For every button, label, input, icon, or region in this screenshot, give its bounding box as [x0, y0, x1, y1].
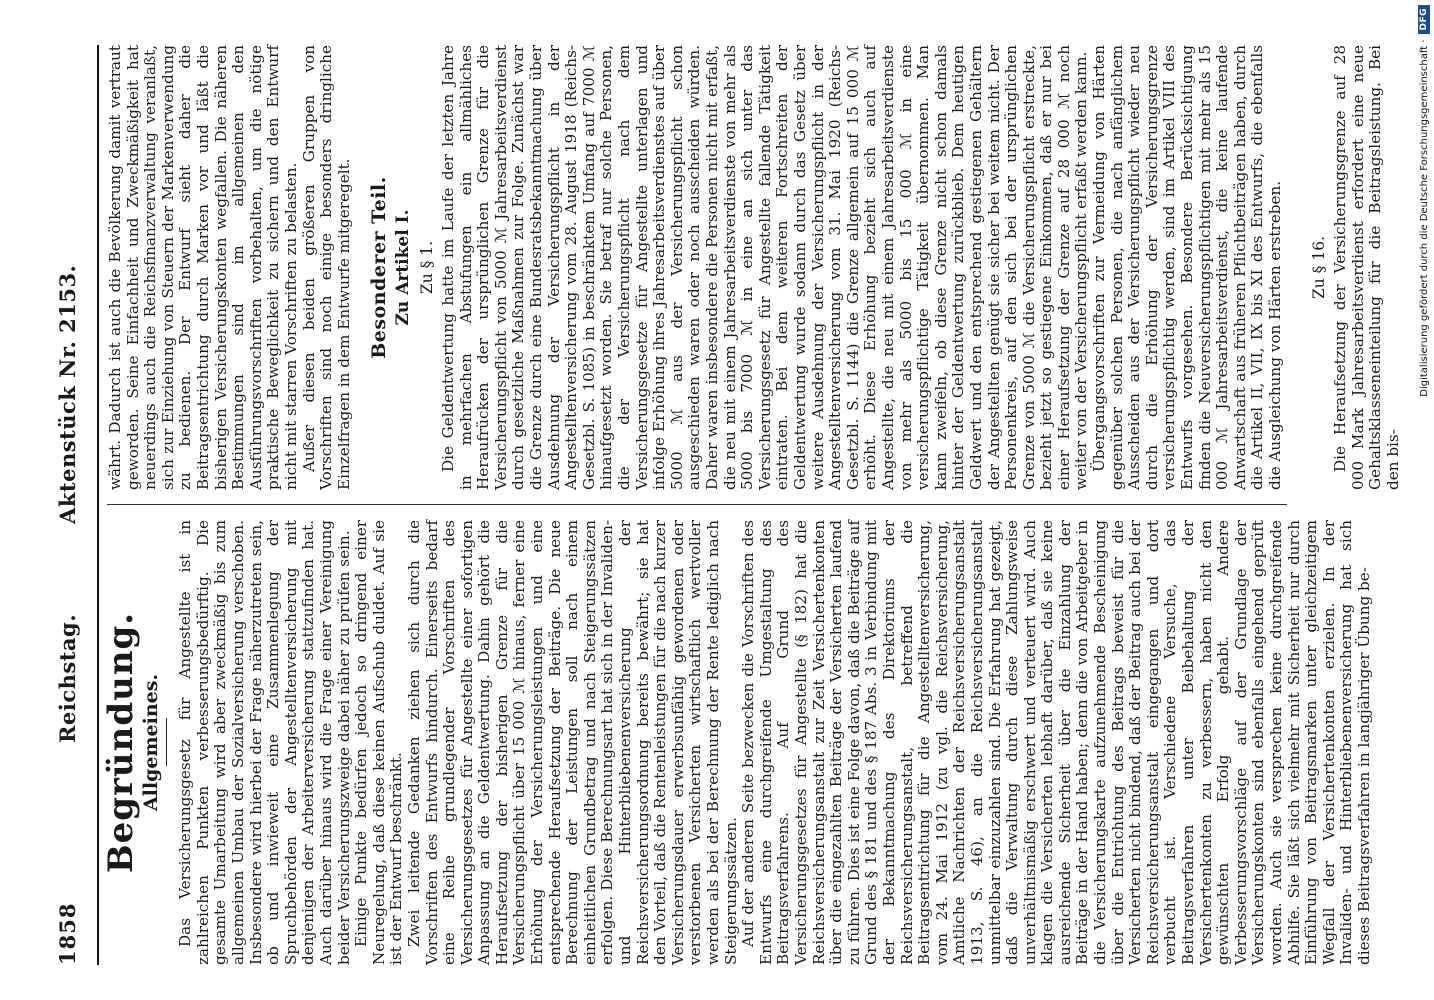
section-divider — [166, 719, 167, 767]
paragraph-reference: Zu § 16. — [1309, 236, 1328, 300]
right-column — [106, 45, 1402, 490]
paragraph: Zwei leitende Gedanken ziehen sich durch die Vorschriften des Entwurfs hindurch. Einerseits bedarf eine Reihe grundlegender Vorschriften des Versicherungsgesetzes für Angestellte einer sofortigen Anpassung an die Geldentwertung. Dahin gehört die Heraufsetzung der bisherigen Grenze für die Versicherungspflicht über 15 000 ℳ hinaus, ferner eine Erhöhung der Versicherungsleistungen und eine entsprechende Heraufsetzung der Beiträge. Die neue Berechnung der Leistungen soll nach einem einheitlichen Grundbetrag und nach Steigerungssätzen erfolgen. Diese Berechnungsart hat sich in der Invaliden- und Hinterbliebenenversicherung der Reichsversicherungsordnung bereits bewährt; sie hat den Vorteil, daß die Rentenleistungen für die nach kurzer Versicherungsdauer erwerbsunfähig gewordenen oder verstorbenen Versicherten wirtschaftlich wertvoller werden als bei der Berechnung der Rente lediglich nach Steigerungssätzen. — [404, 520, 740, 965]
page-header — [55, 45, 95, 965]
paragraph: Die Heraufsetzung der Versicherungsgrenze auf 28 000 Mark Jahresarbeitsverdienst erfordert eine neue Gehaltsklasseneinteilung für die Beitragsleistung. Bei den bis- — [1331, 45, 1402, 490]
publication-title: Reichstag. — [55, 613, 80, 743]
section-heading-general: Allgemeines. — [139, 673, 162, 812]
dfg-logo: DFG — [1418, 5, 1430, 34]
column-divider — [107, 504, 1287, 505]
document-number: Aktenstück Nr. 2153. — [55, 264, 80, 524]
paragraph: Übergangsvorschriften zur Vermeidung von Härten gegenüber solchen Personen, die nach anfänglichem Ausscheiden aus der Versicherungspflicht wieder neu durch die Erhöhung der Versicherungsgrenze versicherungspflichtig werden, sind im Artikel VIII des Entwurfs vorgesehen. Besondere Berücksichtigung finden die Neuversicherungspflichtigen mit mehr als 15 000 ℳ Jahresarbeitsverdienst, die keine laufende Anwartschaft aus früheren Pflichtbeiträgen haben, durch die Artikel II, VII, IX bis XI des Entwurfs, die ebenfalls die Ausgleichung von Härten erstreben. — [1090, 45, 1284, 490]
paragraph-reference: Zu § 1. — [417, 240, 436, 295]
paragraph: Auf der anderen Seite bezwecken die Vorschriften des Entwurfs eine durchgreifende Umgestaltung des Beitragsverfahrens. Auf Grund des Versicherungsgesetzes für Angestellte (§ 182) hat die Reichsversicherungsanstalt zur Zeit Versichertenkonten über die eingezahlten Beiträge der Versicherten laufend zu führen. Dies ist eine Folge davon, daß die Beiträge auf Grund des § 181 und des § 187 Abs. 3 in Verbindung mit der Bekanntmachung des Direktoriums der Reichsversicherungsanstalt, betreffend die Beitragsentrichtung für die Angestelltenversicherung, vom 24. Mai 1912 (zu vgl. die Reichsversicherung, Amtliche Nachrichten der Reichsversicherungsanstalt 1913, S. 46), an die Reichsversicherungsanstalt unmittelbar einzuzahlen sind. Die Erfahrung hat gezeigt, daß die Verwaltung durch diese Zahlungsweise unverhältnismäßig erschwert und verteuert wird. Auch klagen die Versicherten lebhaft darüber, daß sie keine ausreichende Sicherheit über die Einzahlung der Beiträge in der Hand haben; denn die von Arbeitgeber in die Versicherungskarte aufzunehmende Bescheinigung über die Entrichtung des Beitrags beweist für die Versicherten nicht bindend, daß der Beitrag auch bei der Reichsversicherungsanstalt eingegangen und dort verbucht ist. Verschiedene Versuche, das Beitragsverfahren unter Beibehaltung der Versichertenkonten zu verbessern, haben nicht den gewünschten Erfolg gehabt. Andere Verbesserungsvorschläge auf der Grundlage der Versicherungskonten sind ebenfalls eingehend geprüft worden. Auch sie versprechen keine durchgreifende Abhilfe. Sie läßt sich vielmehr mit Sicherheit nur durch Einführung von Beitragsmarken unter gleichzeitigem Wegfall der Versichertenkonten erzielen. In der Invaliden- und Hinterbliebenenversicherung hat sich dieses Beitragsverfahren in langjähriger Übung be- — [739, 520, 1373, 965]
document-title: Begründung. — [101, 611, 141, 874]
digitization-note-text: Digitalisierung gefördert durch die Deutsche Forschungsgemeinschaft · — [1418, 39, 1430, 397]
paragraph: Einige Punkte bedürfen jedoch so dringend einer Neuregelung, daß diese keinen Aufschub duldet. Auf sie ist der Entwurf beschränkt. — [352, 520, 406, 965]
header-center — [55, 265, 80, 743]
paragraph: währt. Dadurch ist auch die Bevölkerung damit vertraut geworden. Seine Einfachheit und Zweckmäßigkeit hat neuerdings auch die Reichsfinanzverwaltung veranlaßt, sich zur Einziehung von Steuern der Markenverwendung zu bedienen. Der Entwurf sieht daher die Beitragsentrichtung durch Marken vor und läßt die bisherigen Versicherungskonten wegfallen. Die näheren Bestimmungen sind im allgemeinen den Ausführungsvorschriften vorbehalten, um die nötige praktische Beweglichkeit zu sichern und den Entwurf nicht mit starren Vorschriften zu belasten. — [106, 45, 300, 490]
section-heading-special: Besonderer Teil. — [368, 176, 391, 359]
paragraph: Das Versicherungsgesetz für Angestellte ist in zahlreichen Punkten verbesserungsbedürftig. Die gesamte Umarbeitung wird aber zweckmäßig bis zum allgemeinen Umbau der Sozialversicherung verschoben. Insbesondere wird hierbei der Frage näherzutreten sein, ob und inwieweit eine Zusammenlegung der Spruchbehörden der Angestelltenversicherung mit denjenigen der Arbeiterversicherung stattzufinden hat. Auch darüber hinaus wird die Frage einer Vereinigung beider Versicherungszweige dabei näher zu prüfen sein. — [176, 520, 353, 965]
paragraph: Außer diesen beiden größeren Gruppen von Vorschriften sind noch einige besonders dringliche Einzelfragen in dem Entwurfe mitgeregelt. — [299, 45, 353, 490]
left-column — [101, 520, 1373, 965]
page-number: 1858 — [55, 902, 80, 965]
paragraph: Die Geldentwertung hatte im Laufe der letzten Jahre in mehrfachen Abstufungen ein allmähliches Heraufrücken der ursprünglichen Grenze für die Versicherungspflicht von 5000 ℳ Jahresarbeitsverdienst durch gesetzliche Maßnahmen zur Folge. Zunächst war die Grenze durch eine Bundesratsbekanntmachung über Ausdehnung der Versicherungspflicht in der Angestelltenversicherung vom 28. August 1918 (Reichs-Gesetzbl. S. 1085) in beschränktem Umfang auf 7000 ℳ hinaufgesetzt worden. Sie betraf nur solche Personen, die der Versicherungspflicht nach dem Versicherungsgesetze für Angestellte unterlagen und infolge Erhöhung ihres Jahresarbeitsverdienstes auf über 5000 ℳ aus der Versicherungspflicht schon ausgeschieden waren oder noch ausscheiden würden. Daher waren insbesondere die Personen nicht mit erfaßt, die neu mit einem Jahresarbeitsverdienste von mehr als 5000 bis 7000 ℳ in eine an sich unter das Versicherungsgesetz für Angestellte fallende Tätigkeit eintraten. Bei dem weiteren Fortschreiten der Geldentwertung wurde sodann durch das Gesetz über weitere Ausdehnung der Versicherungspflicht in der Angestelltenversicherung vom 31. Mai 1920 (Reichs-Gesetzbl. S. 1144) die Grenze allgemein auf 15 000 ℳ erhöht. Diese Erhöhung bezieht sich auch auf Angestellte, die neu mit einem Jahresarbeitsverdienste von mehr als 5000 bis 15 000 ℳ in eine versicherungspflichtige Tätigkeit übernommen. Man kann zweifeln, ob diese Grenze nicht schon damals hinter der Geldentwertung zurückblieb. Dem heutigen Geldwert und den entsprechend gestiegenen Gehältern der Angestellten genügt sie sicher bei weitem nicht. Der Personenkreis, auf den sich bei der ursprünglichen Grenze von 5000 ℳ die Versicherungspflicht erstreckte, bezieht jetzt so gestiegene Einkommen, daß er nur bei einer Heraufsetzung der Grenze auf 28 000 ℳ noch weiter von der Versicherungspflicht erfaßt werden kann. — [439, 45, 1091, 490]
rotated-document-page — [55, 45, 1402, 965]
article-heading: Zu Artikel I. — [392, 209, 413, 326]
digitization-note — [1418, 5, 1430, 995]
header-rule — [97, 45, 99, 965]
